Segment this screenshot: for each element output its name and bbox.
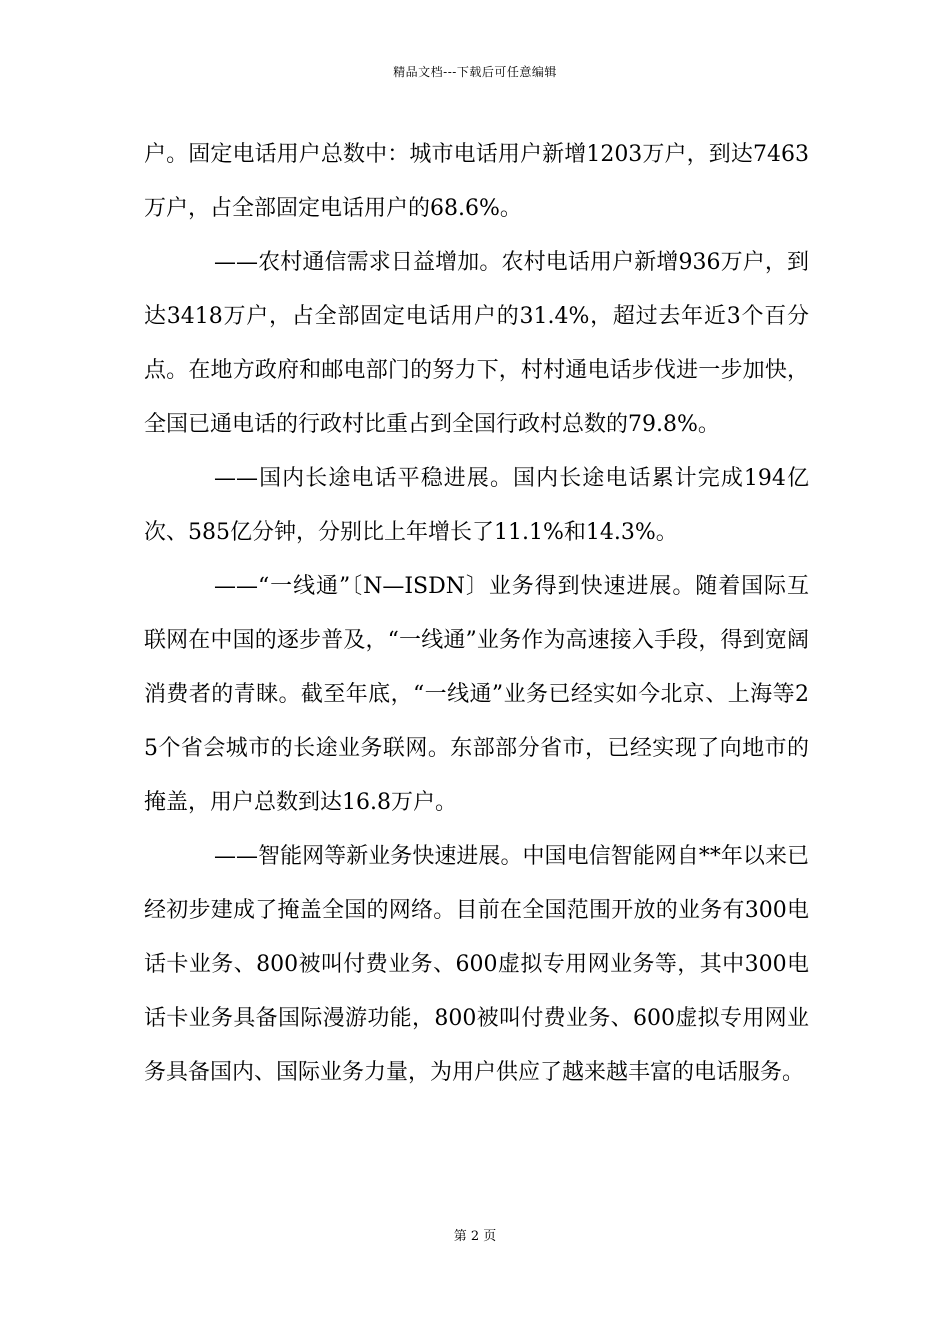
paragraph-isdn-service: ——“一线通”〔N—ISDN〕业务得到快速进展。随着国际互联网在中国的逐步普及，“一线通”业务作为高速接入手段，得到宽阔消费者的青睐。截至年底，“一线通”业务已经实如今北京、上海等25个省会城市的长途业务联网。东部部分省市，已经实现了向地市的掩盖，用户总数到达16.8万户。 [144,574,809,815]
paragraph-intelligent-network: ——智能网等新业务快速进展。中国电信智能网自**年以来已经初步建成了掩盖全国的网络。目前在全国范围开放的业务有300电话卡业务、800被叫付费业务、600虚拟专用网业务等，其中300电话卡业务具备国际漫游功能，800被叫付费业务、600虚拟专用网业务具备国内、国际业务力量，为用户供应了越来越丰富的电话服务。 [144,844,810,1085]
paragraph-domestic-long-distance: ——国内长途电话平稳进展。国内长途电话累计完成194亿次、585亿分钟，分别比上年增长了11.1%和14.3%。 [144,466,809,545]
page-header: 精品文档---下载后可任意编辑 [393,65,557,79]
paragraph-rural-telecom: ——农村通信需求日益增加。农村电话用户新增936万户，到达3418万户，占全部固定电话用户的31.4%，超过去年近3个百分点。在地方政府和邮电部门的努力下，村村通电话步伐进一步加快，全国已通电话的行政村比重占到全国行政村总数的79.8%。 [144,250,809,437]
page-number: 第 2 页 [453,1229,497,1244]
document-body [144,128,809,1100]
paragraph-urban-phone-users: 户。固定电话用户总数中：城市电话用户新增1203万户，到达7463万户，占全部固定电话用户的68.6%。 [144,142,809,221]
